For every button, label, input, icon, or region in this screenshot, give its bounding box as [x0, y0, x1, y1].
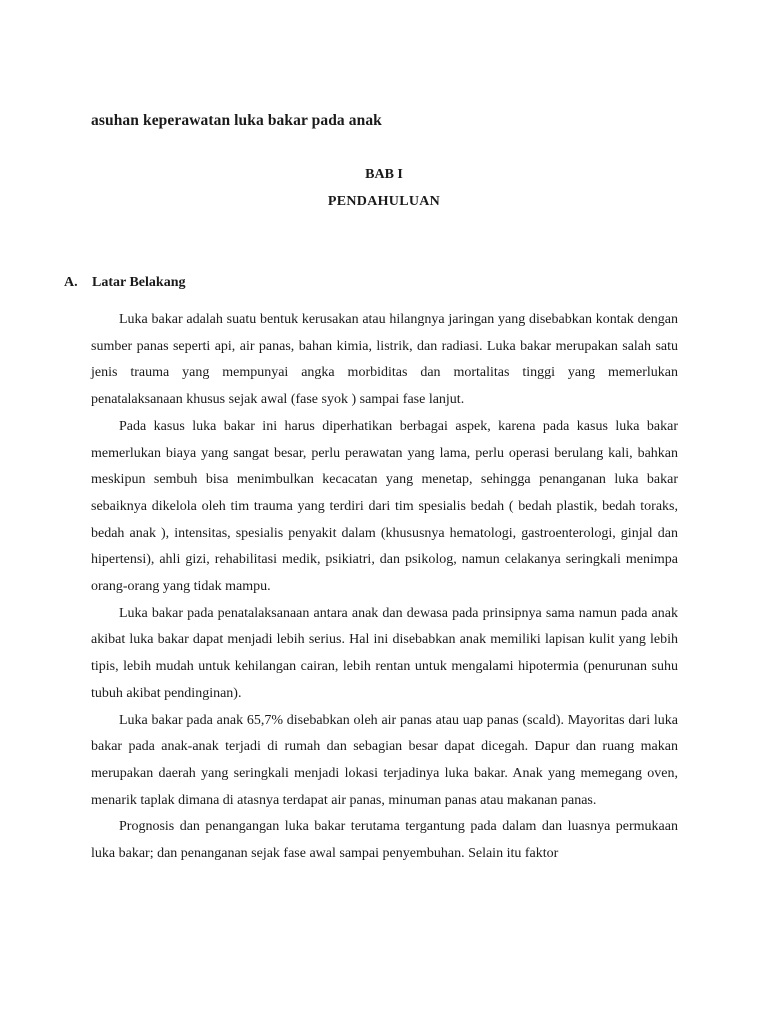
paragraph-3: Luka bakar pada penatalaksanaan antara anak dan dewasa pada prinsipnya sama namun pada anak akibat luka bakar dapat menjadi lebih serius. Hal ini disebabkan anak memiliki lapisan kulit yang lebih tipis, lebih mudah untuk kehilangan cairan, lebih rentan untuk mengalami hipotermia (penurunan suhu tubuh akibat pendinginan).: [91, 605, 678, 701]
paragraph-4: Luka bakar pada anak 65,7% disebabkan oleh air panas atau uap panas (scald). Mayoritas dari luka bakar pada anak-anak terjadi di rumah dan sebagian besar dapat dicegah. Dapur dan ruang makan merupakan daerah yang seringkali menjadi lokasi terjadinya luka bakar. Anak yang memegang oven, menarik taplak dimana di atasnya terdapat air panas, minuman panas atau makanan panas.: [91, 712, 678, 808]
chapter-label: BAB I: [365, 167, 403, 182]
paragraph-1: Luka bakar adalah suatu bentuk kerusakan atau hilangnya jaringan yang disebabkan kontak dengan sumber panas seperti api, air panas, bahan kimia, listrik, dan radiasi. Luka bakar merupakan salah satu jenis trauma yang mempunyai angka morbiditas dan mortalitas tinggi yang memerlukan penatalaksanaan khusus sejak awal (fase syok ) sampai fase lanjut.: [91, 312, 678, 408]
body-text: [91, 307, 678, 868]
section-letter: A.: [64, 275, 78, 290]
chapter-title: PENDAHULUAN: [327, 194, 441, 209]
section-heading-text: Latar Belakang: [92, 275, 186, 290]
section-heading: [64, 275, 185, 291]
document-title: asuhan keperawatan luka bakar pada anak: [91, 112, 382, 129]
paragraph-2: Pada kasus luka bakar ini harus diperhatikan berbagai aspek, karena pada kasus luka bakar memerlukan biaya yang sangat besar, perlu perawatan yang lama, perlu operasi berulang kali, bahkan meskipun sembuh bisa menimbulkan kecacatan yang menetap, sehingga penanganan luka bakar sebaiknya dikelola oleh tim trauma yang terdiri dari tim spesialis bedah ( bedah plastik, bedah toraks, bedah anak ), intensitas, spesialis penyakit dalam (khususnya hematologi, gastroenterologi, ginjal dan hipertensi), ahli gizi, rehabilitasi medik, psikiatri, dan psikolog, namun celakanya seringkali menimpa orang-orang yang tidak mampu.: [91, 418, 678, 595]
paragraph-5: Prognosis dan penangangan luka bakar terutama tergantung pada dalam dan luasnya permukaan luka bakar; dan penanganan sejak fase awal sampai penyembuhan. Selain itu faktor: [91, 819, 678, 862]
